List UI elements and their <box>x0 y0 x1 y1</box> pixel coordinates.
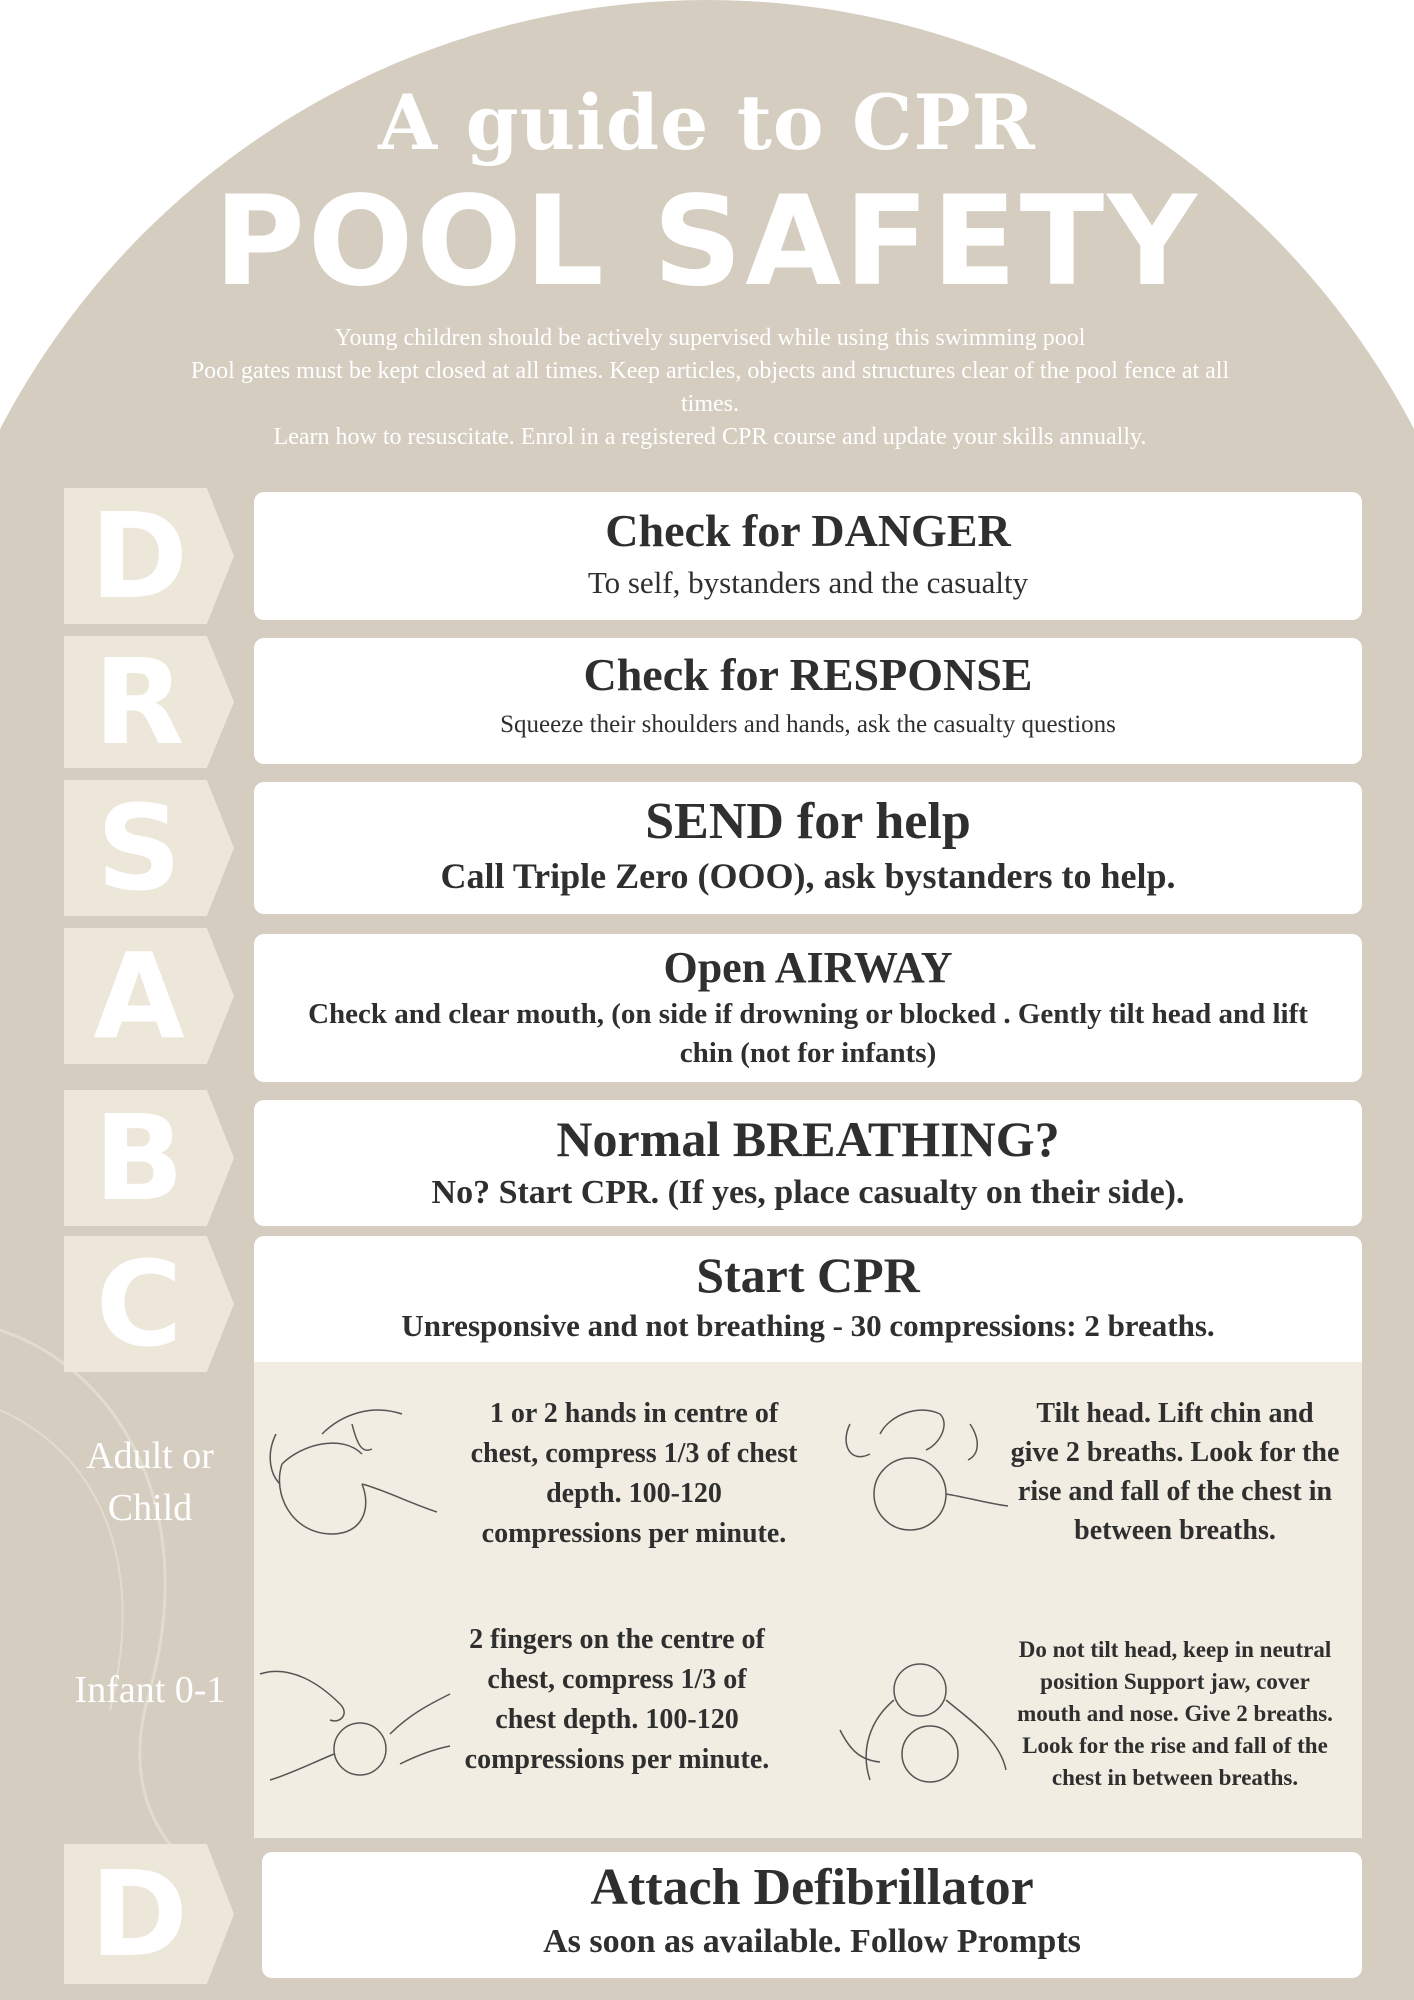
step-card-danger <box>254 492 1362 620</box>
adult-compressions-text: 1 or 2 hands in centre of chest, compress 1/3 of chest depth. 100-120 compressions per minute. <box>470 1398 798 1549</box>
step-heading: Open AIRWAY <box>663 943 953 992</box>
step-heading: Attach Defibrillator <box>590 1859 1034 1916</box>
adult-rescue-breath-illustration <box>830 1394 1010 1540</box>
step-card-response <box>254 638 1362 764</box>
step-card-cpr <box>254 1236 1362 1364</box>
step-letter-tab <box>64 1236 234 1372</box>
intro-line: Young children should be actively supervised while using this swimming pool <box>334 325 1086 351</box>
step-heading: Start CPR <box>696 1247 920 1303</box>
step-card-airway <box>254 934 1362 1082</box>
step-detail: To self, bystanders and the casualty <box>587 565 1029 600</box>
step-heading: Normal BREATHING? <box>556 1111 1060 1167</box>
step-letter: R <box>93 633 185 771</box>
step-letter: S <box>96 779 182 917</box>
step-letter-tab <box>64 928 234 1064</box>
infant-compressions-text: 2 fingers on the centre of chest, compress 1/3 of chest depth. 100-120 compressions per minute. <box>464 1624 770 1775</box>
step-letter-tab <box>64 780 234 916</box>
adult-breaths-text: Tilt head. Lift chin and give 2 breaths. Look for the rise and fall of the chest in between breaths. <box>1010 1398 1340 1546</box>
step-letter-tab <box>64 633 234 771</box>
step-detail: Squeeze their shoulders and hands, ask the casualty questions <box>500 711 1116 738</box>
intro-line: Learn how to resuscitate. Enrol in a registered CPR course and update your skills annually. <box>273 424 1147 450</box>
step-card-send <box>254 782 1362 914</box>
step-detail: Unresponsive and not breathing - 30 compressions: 2 breaths. <box>401 1308 1215 1343</box>
step-heading: SEND for help <box>645 793 971 850</box>
adult-or-child-label: Adult or Child <box>86 1435 214 1529</box>
step-letter: A <box>93 927 185 1065</box>
step-heading: Check for DANGER <box>605 505 1011 556</box>
step-letter-tab <box>64 488 234 624</box>
infant-breaths-text: Do not tilt head, keep in neutral position Support jaw, cover mouth and nose. Give 2 breaths. Look for the rise and fall of the chest in between breaths. <box>1017 1637 1333 1790</box>
step-detail: Check and clear mouth, (on side if drowning or blocked . Gently tilt head and lift chin (not for infants) <box>308 998 1308 1069</box>
step-heading: Check for RESPONSE <box>583 649 1033 700</box>
step-letter-tab <box>64 1844 234 1984</box>
intro-line: Pool gates must be kept closed at all times. Keep articles, objects and structures clear of the pool fence at all times. <box>190 358 1230 417</box>
adult-compression-illustration <box>262 1394 442 1540</box>
intro-text <box>190 322 1230 454</box>
step-letter: B <box>94 1089 184 1227</box>
step-detail: As soon as available. Follow Prompts <box>543 1923 1081 1960</box>
page-title: POOL SAFETY <box>214 170 1200 314</box>
step-letter: D <box>90 1845 188 1983</box>
infant-label: Infant 0-1 <box>74 1669 226 1711</box>
step-detail: Call Triple Zero (OOO), ask bystanders to help. <box>440 856 1176 896</box>
step-letter: D <box>90 487 188 625</box>
step-letter-tab <box>64 1090 234 1226</box>
step-card-defibrillator <box>262 1852 1362 1978</box>
step-detail: No? Start CPR. (If yes, place casualty on their side). <box>431 1174 1185 1211</box>
step-letter: C <box>95 1235 183 1373</box>
guide-subtitle: A guide to CPR <box>378 78 1036 167</box>
header <box>0 0 1414 470</box>
infant-compression-illustration <box>250 1654 456 1796</box>
step-card-breathing <box>254 1100 1362 1226</box>
infant-rescue-breath-illustration <box>830 1650 1010 1796</box>
